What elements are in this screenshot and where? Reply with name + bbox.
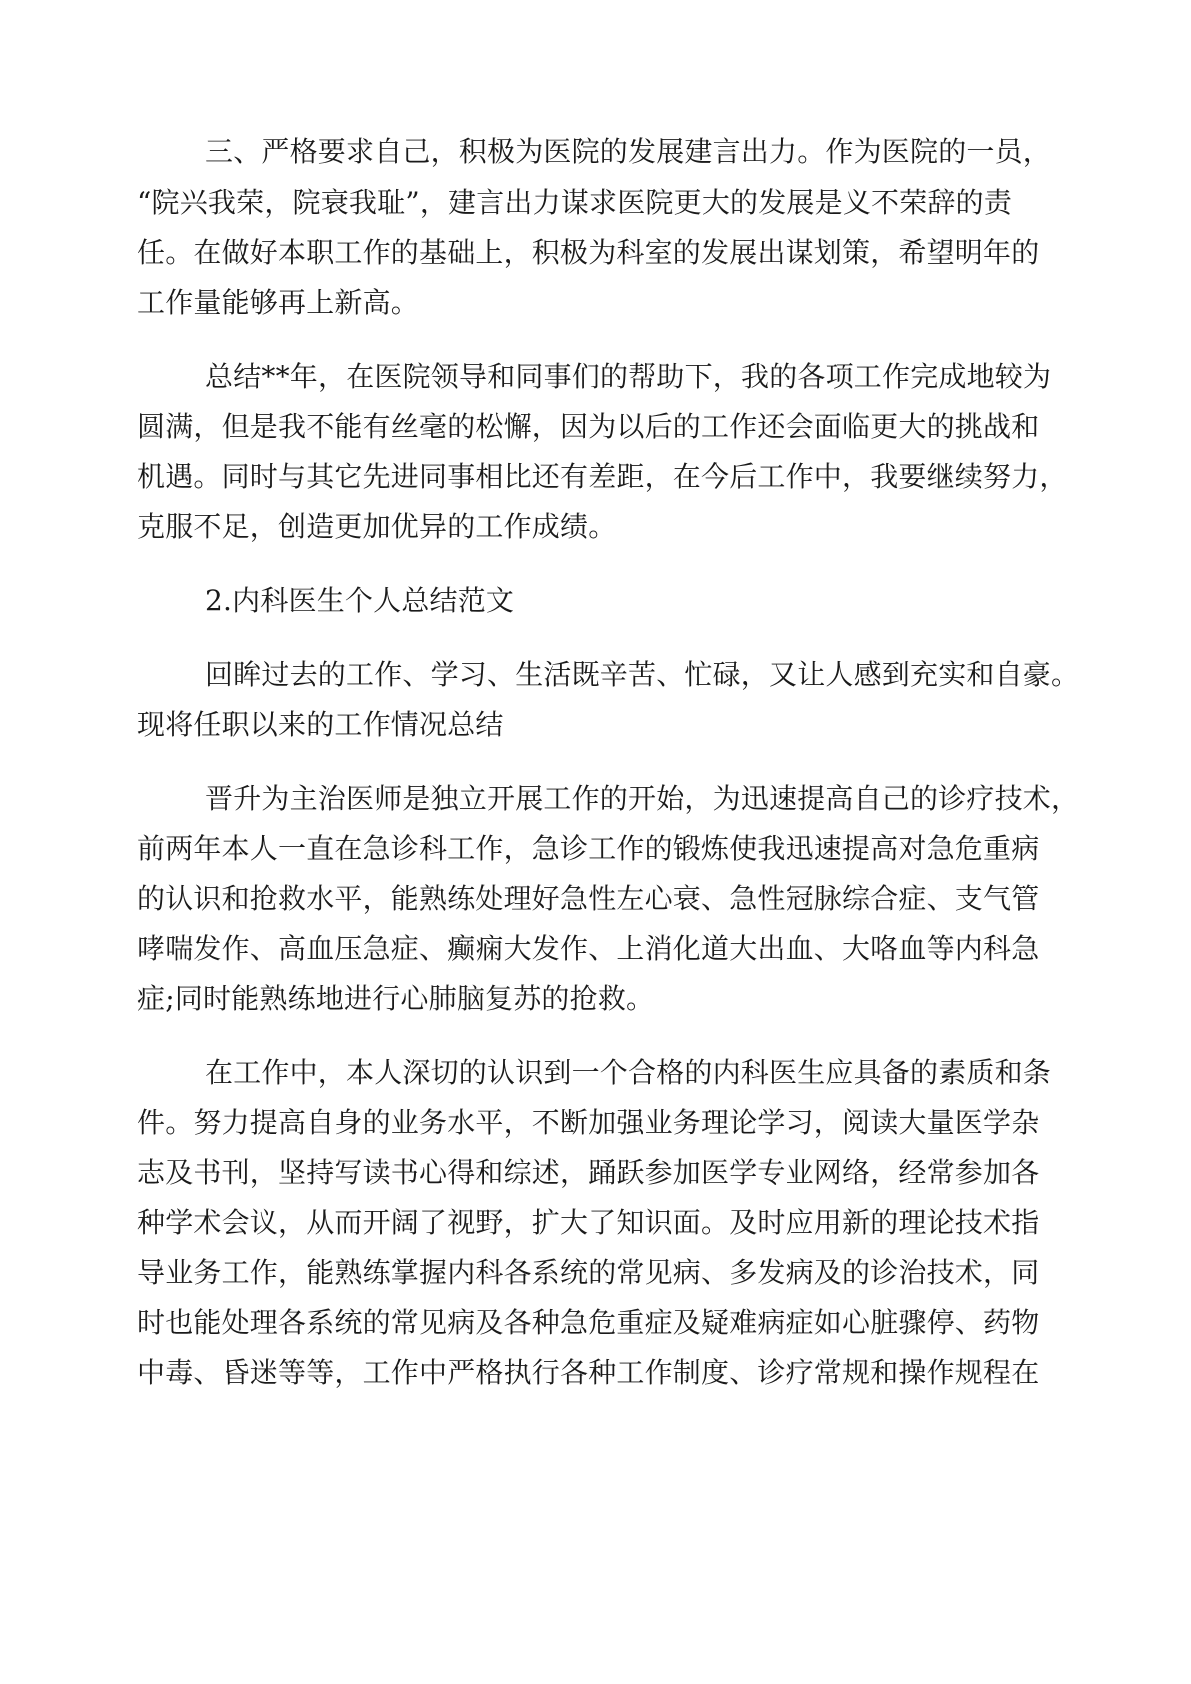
paragraph-1-line-4: 工作量能够再上新高。 — [137, 286, 420, 319]
paragraph-4-line-1: 晋升为主治医师是独立开展工作的开始，为迅速提高自己的诊疗技术， — [205, 782, 1080, 815]
paragraph-2-line-4: 克服不足，创造更加优异的工作成绩。 — [137, 510, 617, 543]
section-heading-text: 2.内科医生个人总结范文 — [205, 584, 515, 617]
paragraph-3-line-2: 现将任职以来的工作情况总结 — [137, 708, 504, 741]
paragraph-5-line-5: 导业务工作，能熟练掌握内科各系统的常见病、多发病及的诊治技术，同 — [137, 1256, 1040, 1289]
paragraph-2-line-2: 圆满，但是我不能有丝毫的松懈，因为以后的工作还会面临更大的挑战和 — [137, 410, 1040, 443]
paragraph-5-line-4: 种学术会议，从而开阔了视野，扩大了知识面。及时应用新的理论技术指 — [137, 1206, 1040, 1239]
paragraph-4-line-2: 前两年本人一直在急诊科工作，急诊工作的锻炼使我迅速提高对急危重病 — [137, 832, 1040, 865]
paragraph-4-line-5: 症;同时能熟练地进行心肺脑复苏的抢救。 — [137, 982, 655, 1015]
paragraph-5-line-3: 志及书刊，坚持写读书心得和综述，踊跃参加医学专业网络，经常参加各 — [137, 1156, 1040, 1189]
paragraph-2-line-3: 机遇。同时与其它先进同事相比还有差距，在今后工作中，我要继续努力， — [137, 460, 1068, 493]
paragraph-5-line-1: 在工作中，本人深切的认识到一个合格的内科医生应具备的素质和条 — [205, 1056, 1052, 1089]
paragraph-3-line-1: 回眸过去的工作、学习、生活既辛苦、忙碌，又让人感到充实和自豪。 — [205, 658, 1080, 691]
paragraph-2-line-1: 总结**年，在医院领导和同事们的帮助下，我的各项工作完成地较为 — [205, 360, 1052, 393]
paragraph-4-line-3: 的认识和抢救水平，能熟练处理好急性左心衰、急性冠脉综合症、支气管 — [137, 882, 1040, 915]
paragraph-1-line-3: 任。在做好本职工作的基础上，积极为科室的发展出谋划策，希望明年的 — [137, 236, 1040, 269]
paragraph-5-line-7: 中毒、昏迷等等，工作中严格执行各种工作制度、诊疗常规和操作规程在 — [137, 1356, 1040, 1389]
paragraph-1-line-2: “院兴我荣，院衰我耻”，建言出力谋求医院更大的发展是义不荣辞的责 — [137, 186, 1013, 219]
paragraph-4-line-4: 哮喘发作、高血压急症、癫痫大发作、上消化道大出血、大咯血等内科急 — [137, 932, 1040, 965]
paragraph-5-line-6: 时也能处理各系统的常见病及各种急危重症及疑难病症如心脏骤停、药物 — [137, 1306, 1040, 1339]
paragraph-1-line-1: 三、严格要求自己，积极为医院的发展建言出力。作为医院的一员， — [205, 135, 1052, 168]
paragraph-5-line-2: 件。努力提高自身的业务水平，不断加强业务理论学习，阅读大量医学杂 — [137, 1106, 1040, 1139]
